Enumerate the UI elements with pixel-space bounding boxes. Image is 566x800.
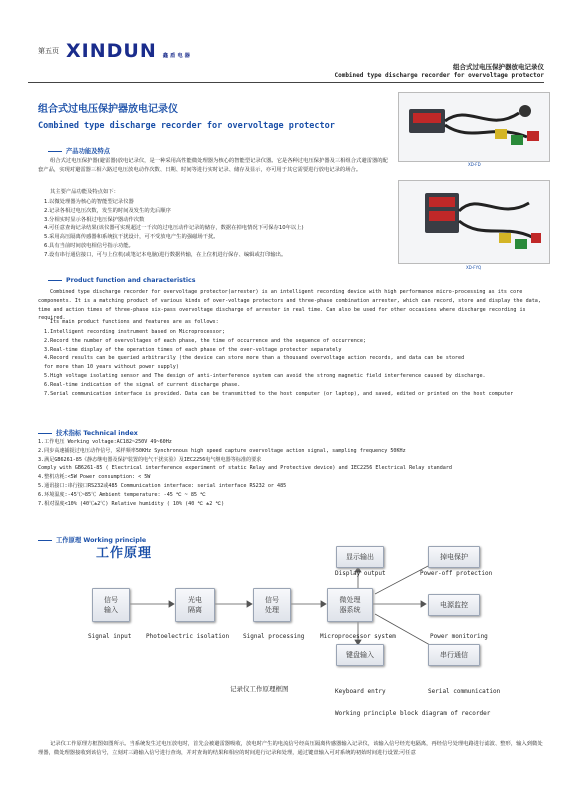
label-serial-comm: Serial communication <box>428 688 501 695</box>
list-item: 3.分相实时显示各相过电压保护器动作次数 <box>44 216 145 223</box>
box-display-output: 显示输出 <box>336 546 384 568</box>
page-number: 第五页 <box>38 47 59 55</box>
header-title-cn: 组合式过电压保护器放电记录仪 <box>453 63 544 71</box>
logo-text-en: XINDUN <box>66 40 157 62</box>
label-photoelectric-isolation: Photoelectric isolation <box>146 633 230 640</box>
list-item: 6.Real-time indication of the signal of current discharge phase. <box>44 381 241 388</box>
principle-heading-small: 工作原理 Working principle <box>38 535 146 544</box>
list-item: for more than 10 years without power supply) <box>44 364 179 371</box>
principle-heading-big: 工作原理 <box>96 546 153 561</box>
list-item: 2.记录各相过电压次数，发生的时间及发生的先后顺序 <box>44 207 171 214</box>
list-item: 4.整机功耗:<5W Power consumption: < 5W <box>38 474 151 481</box>
list-item: 3.Real-time display of the operation times of each phase of the over-voltage protector separately <box>44 346 342 353</box>
page-title-cn: 组合式过电压保护器放电记录仪 <box>38 104 178 115</box>
label-signal-input: Signal input <box>88 633 132 640</box>
features-intro-cn: 组合式过电压保护器(避雷器)放电记录仪，是一种采用高性能微处理器为核心的智能型记录仪器。它是各种过电压保护器及三相组合式避雷器的配套产品，实现对避雷器三相六路过电压放电动作次数、日期、时间等进行实时记录、储存及显示，亦可用于其它需要进行放电记录的场合。 <box>38 158 388 173</box>
list-item: 5.采用高压隔离传感器和系统抗干扰设计，可不受放电产生的强磁场干扰。 <box>44 234 219 241</box>
diagram-caption-cn: 记录仪工作原理框图 <box>230 685 289 693</box>
list-item: 5.通讯接口:串行接口RS232或485 Communication interface: serial interface RS232 or 485 <box>38 482 287 489</box>
label-keyboard-entry: Keyboard entry <box>335 688 386 695</box>
list-item: 4.可任意查询记录结果(该仪器可实现超过一千次的过电压动作记录的储存，数据在掉电情况下可保存10年以上) <box>44 225 304 232</box>
box-photoelectric-isolation: 光电 隔离 <box>175 588 215 622</box>
features-intro-en: Combined type discharge recorder for overvoltage protector(arrester) is an intelligent recording device with high performance micro-processing as its core components. It is a matching product of various kinds of over-voltage protectors and three-phase combination arrester, which can record, store and display the data, time and action times of three-phase six-pass overvoltage discharge of arrester in real time. Can also be used for other occasions where discharge recording is required. <box>38 289 541 322</box>
box-power-off-protection: 掉电保护 <box>428 546 480 568</box>
list-item: 4.Record results can be queried arbitrarily (the device can store more than a thousand overvoltage action records, and data can be stored <box>44 355 465 362</box>
list-item: 7.设有串行通信接口，可与上位机(或笔记本电脑)进行数据传输，在上位机进行保存、编辑或打印输出。 <box>44 251 287 258</box>
label-microprocessor: Microprocessor system <box>320 633 396 640</box>
list-item: 6.具有当前时间放电相信号指示功能。 <box>44 242 134 249</box>
label-signal-processing: Signal processing <box>243 633 305 640</box>
list-item: 7.Serial communication interface is provided. Data can be transmitted to the host computer (or laptop), and saved, edited or printed on the host computer <box>44 390 514 397</box>
product-caption-fd: XD-FD <box>468 162 481 167</box>
features-intro2-cn: 其主要产品功能及特点如下： <box>50 189 119 195</box>
label-display-output: Display output <box>335 570 386 577</box>
list-item: Comply with GB6261-85 ( Electrical interference experiment of static Relay and Protective device) and IEC2256 Electrical Relay standard <box>38 465 453 472</box>
box-signal-processing: 信号 处理 <box>253 588 291 622</box>
list-item: 2.同步高速捕捉过电压动作信号，采样频率50KHz Synchronous high speed capture overvoltage action signal, sampling frequency 50KHz <box>38 447 406 454</box>
page-title-en: Combined type discharge recorder for overvoltage protector <box>38 121 335 131</box>
list-item: 2.Record the number of overvoltages of each phase, the time of occurrence and the sequence of occurrence; <box>44 337 367 344</box>
diagram-caption-en: Working principle block diagram of recorder <box>335 710 491 717</box>
features-heading-en: Product function and characteristics <box>48 277 196 284</box>
box-microprocessor: 微处理 器系统 <box>327 588 373 622</box>
features-intro2-en: Its main product functions and features are as follows: <box>50 319 219 325</box>
tech-heading: 技术指标 Technical index <box>38 428 138 437</box>
list-item: 3.满足GB6261-85《静态继电器及保护装置的电气干扰实验》及IEC2256电气继电器等标准的要求 <box>38 456 262 463</box>
box-serial-comm: 串行通信 <box>428 644 480 666</box>
product-caption-fyq: XD-FYQ <box>466 265 482 270</box>
box-keyboard-input: 键盘输入 <box>336 644 384 666</box>
box-power-monitoring: 电源监控 <box>428 594 480 616</box>
list-item: 1.工作电压 Working voltage:AC182~250V 49~60Hz <box>38 439 172 445</box>
list-item: 1.Intelligent recording instrument based on Microprocessor; <box>44 329 225 335</box>
header-title-en: Combined type discharge recorder for overvoltage protector <box>334 72 544 79</box>
list-item: 5.High voltage isolating sensor and The design of anti-interference system can avoid the strong magnetic field interference caused by discharge. <box>44 372 486 379</box>
list-item: 7.相对湿度<10% (40℃±2℃) Relative humidity ( 10% (40 ℃ ±2 ℃) <box>38 500 225 507</box>
label-power-monitoring: Power monitoring <box>430 633 488 640</box>
box-signal-input: 信号 输入 <box>92 588 130 622</box>
list-item: 1.以微处理器为核心的智能型记录仪器 <box>44 199 134 205</box>
features-heading-cn: 产品功能及特点 <box>48 146 110 155</box>
list-item: 6.环境温度:-45℃~85℃ Ambient temperature: -45 ℃ ~ 85 ℃ <box>38 491 206 498</box>
label-power-off-protection: Power-off protection <box>420 570 493 577</box>
principle-description: 记录仪工作原理方框图如图所示。当系统发生过电压放电时，首先会被避雷器吸收，放电时产生的电流信号经高压隔离传感器输入记录仪，该输入信号经光电隔离，再经信号处理电路进行滤波、整形，输入到微处理器，微处理器接收到该信号，立刻对三路输入信号进行查询，并对查询的结果和相应的时间进行记录和处理，通过键盘输入可对系统的初始时间进行设置;可任意 <box>38 741 543 756</box>
logo-text-cn: 鑫盾电器 <box>162 53 192 59</box>
